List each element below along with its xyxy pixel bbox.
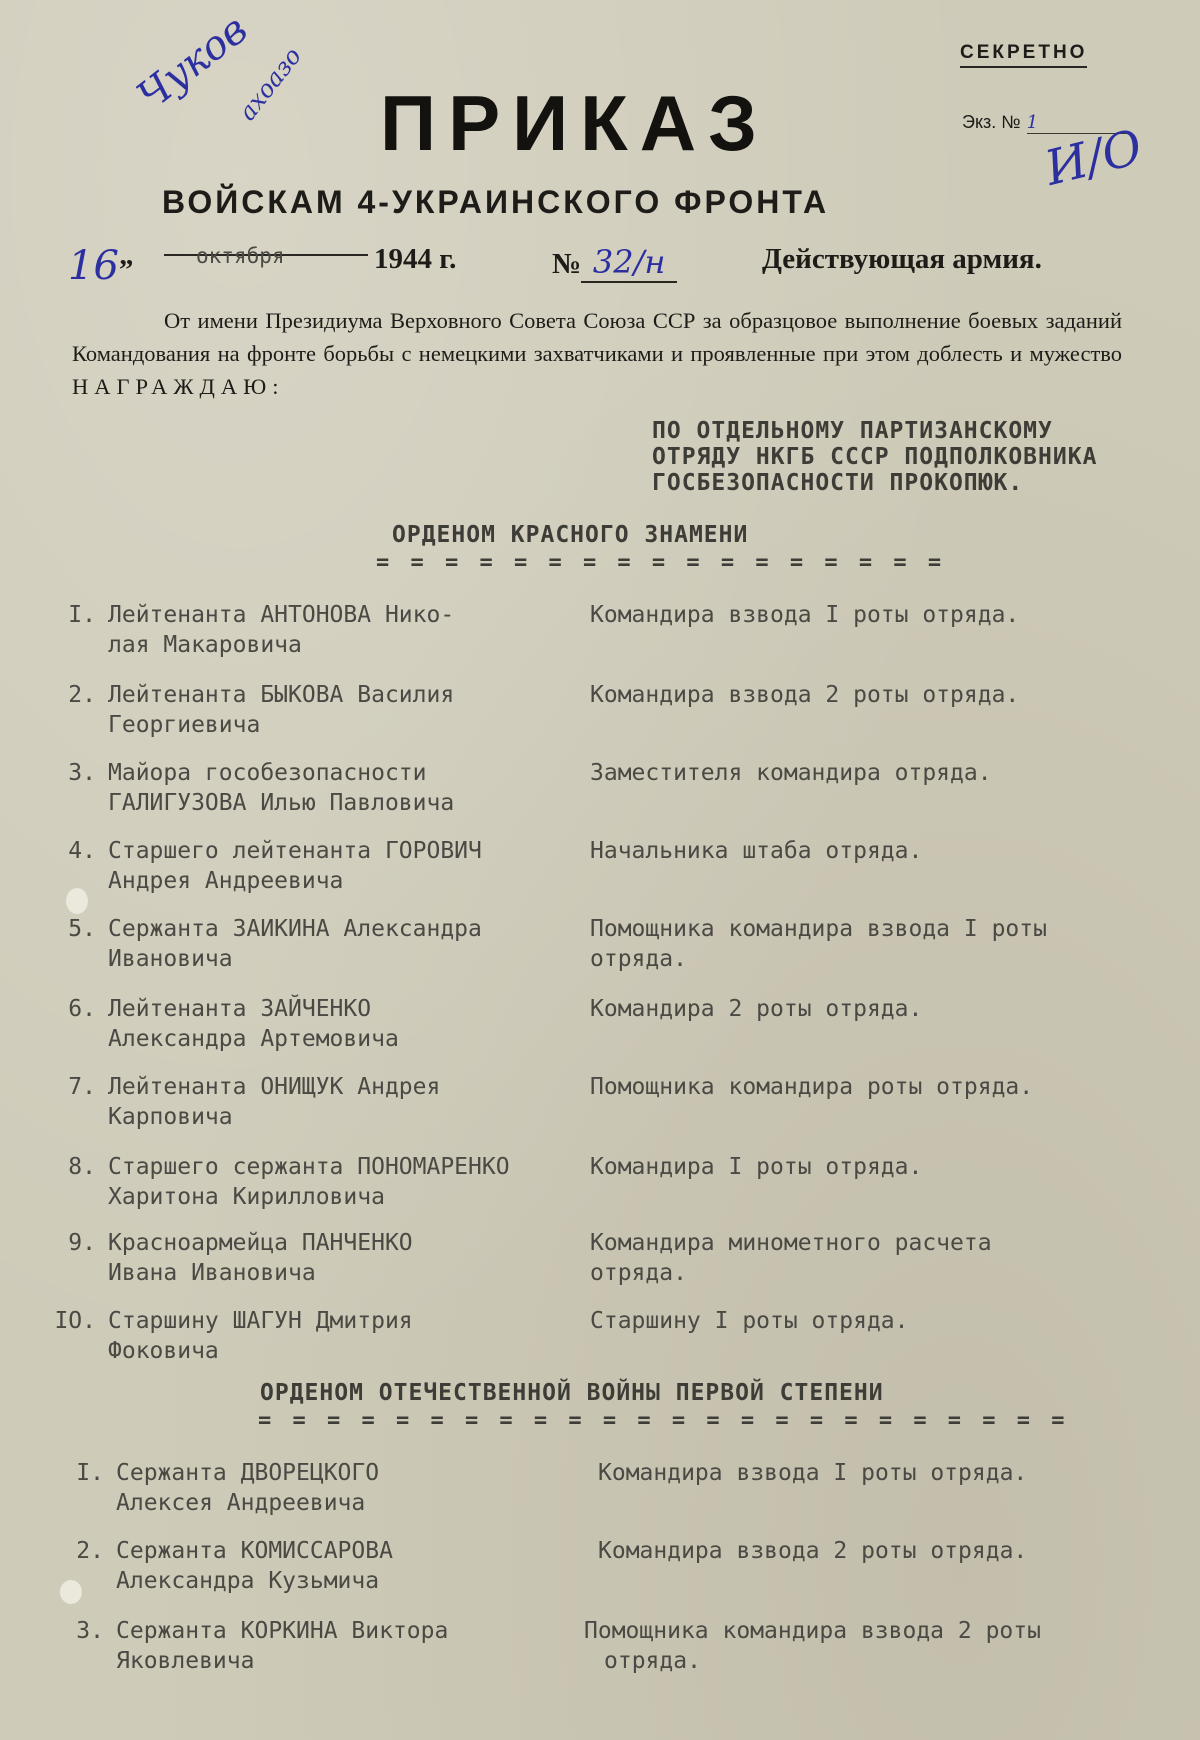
document-subtitle: ВОЙСКАМ 4-УКРАИНСКОГО ФРОНТА [162, 184, 830, 220]
entry-number: 7. [68, 1074, 96, 1100]
entry-name-line-1: Старшину ШАГУН Дмитрия [108, 1308, 413, 1334]
entry-name-line-2: Карповича [108, 1104, 233, 1130]
entry-name-line-1: Красноармейца ПАНЧЕНКО [108, 1230, 413, 1256]
entry-position-line-1: Старшину I роты отряда. [590, 1308, 909, 1334]
unit-heading [652, 418, 1097, 496]
entry-name-line-2: Георгиевича [108, 712, 261, 738]
entry-name-line-1: Старшего лейтенанта ГОРОВИЧ [108, 838, 482, 864]
date-day [68, 243, 133, 289]
punch-hole-mark [66, 888, 88, 914]
section-underline: = = = = = = = = = = = = = = = = = [376, 550, 946, 575]
date-day-value: 16 [68, 243, 119, 289]
entry-position-line-1: Помощника командира взвода 2 роты [584, 1618, 1041, 1644]
handwritten-initials: И/О [1039, 119, 1148, 197]
unit-line-1: ПО ОТДЕЛЬНОМУ ПАРТИЗАНСКОМУ [652, 418, 1053, 444]
entry-name-line-2: Алексея Андреевича [116, 1490, 366, 1516]
entry-number: 5. [68, 916, 96, 942]
entry-name-line-2: Ивановича [108, 946, 233, 972]
entry-position-line-1: Командира I роты отряда. [590, 1154, 923, 1180]
order-number-value: 32/н [581, 243, 677, 283]
entry-name-line-2: Фоковича [108, 1338, 219, 1364]
entry-name-line-2: Ивана Ивановича [108, 1260, 316, 1286]
section-underline: = = = = = = = = = = = = = = = = = = = = = = = = [258, 1408, 1069, 1433]
section-heading-red-banner: ОРДЕНОМ КРАСНОГО ЗНАМЕНИ [392, 522, 749, 548]
unit-line-3: ГОСБЕЗОПАСНОСТИ ПРОКОПЮК. [652, 470, 1024, 496]
order-place: Действующая армия. [762, 243, 1042, 275]
document-title: ПРИКАЗ [380, 79, 769, 167]
entry-position-line-1: Заместителя командира отряда. [590, 760, 992, 786]
entry-number: 4. [68, 838, 96, 864]
handwritten-note-2: ахоазо [233, 42, 308, 126]
section-heading-patriotic-war: ОРДЕНОМ ОТЕЧЕСТВЕННОЙ ВОЙНЫ ПЕРВОЙ СТЕПЕНИ [260, 1380, 884, 1406]
entry-name-line-2: ГАЛИГУЗОВА Илью Павловича [108, 790, 455, 816]
entry-name-line-2: Яковлевича [116, 1648, 255, 1674]
entry-name-line-1: Сержанта КОМИССАРОВА [116, 1538, 393, 1564]
entry-position-line-1: Командира взвода 2 роты отряда. [590, 682, 1020, 708]
entry-name-line-1: Лейтенанта БЫКОВА Василия [108, 682, 455, 708]
entry-position-line-1: Помощника командира роты отряда. [590, 1074, 1034, 1100]
punch-hole-mark [60, 1580, 82, 1604]
entry-position-line-1: Командира минометного расчета [590, 1230, 992, 1256]
entry-name-line-2: Харитона Кирилловича [108, 1184, 385, 1210]
entry-name-line-2: Александра Кузьмича [116, 1568, 380, 1594]
entry-number: 3. [68, 760, 96, 786]
entry-name-line-2: Александра Артемовича [108, 1026, 399, 1052]
copy-label: Экз. № [962, 112, 1021, 132]
entry-name-line-2: Андрея Андреевича [108, 868, 344, 894]
entry-position-line-1: Начальника штаба отряда. [590, 838, 923, 864]
entry-name-line-1: Сержанта ДВОРЕЦКОГО [116, 1460, 380, 1486]
entry-number: 3. [76, 1618, 104, 1644]
entry-position-line-1: Командира 2 роты отряда. [590, 996, 923, 1022]
entry-position-line-1: Помощника командира взвода I роты [590, 916, 1047, 942]
entry-name-line-1: Старшего сержанта ПОНОМАРЕНКО [108, 1154, 510, 1180]
entry-position-line-2: отряда. [590, 946, 687, 972]
award-word: НАГРАЖДАЮ: [72, 374, 285, 399]
order-preamble [72, 304, 1122, 403]
secrecy-stamp: СЕКРЕТНО [960, 42, 1087, 68]
entry-position-line-2: отряда. [604, 1648, 701, 1674]
entry-name-line-1: Лейтенанта ОНИЩУК Андрея [108, 1074, 441, 1100]
entry-name-line-1: Лейтенанта ЗАЙЧЕНКО [108, 996, 372, 1022]
entry-name-line-1: Лейтенанта АНТОНОВА Нико- [108, 602, 455, 628]
entry-position-line-1: Командира взвода I роты отряда. [598, 1460, 1028, 1486]
order-number [552, 243, 677, 283]
entry-number: 2. [68, 682, 96, 708]
entry-position-line-2: отряда. [590, 1260, 687, 1286]
entry-number: 9. [68, 1230, 96, 1256]
entry-name-line-2: лая Макаровича [108, 632, 302, 658]
date-quote: ” [118, 254, 134, 286]
entry-position-line-1: Командира взвода I роты отряда. [590, 602, 1020, 628]
entry-number: 6. [68, 996, 96, 1022]
entry-number: I. [76, 1460, 104, 1486]
entry-position-line-1: Командира взвода 2 роты отряда. [598, 1538, 1028, 1564]
entry-number: 8. [68, 1154, 96, 1180]
copy-number-value: 1 [1027, 112, 1127, 134]
entry-number: I. [68, 602, 96, 628]
date-year: 1944 г. [374, 243, 457, 275]
entry-number: 2. [76, 1538, 104, 1564]
preamble-text: От имени Президиума Верховного Совета Союза ССР за образцовое выполнение боевых заданий Командования на фронте борьбы с немецкими захватчиками и проявленные при этом доблесть и мужество [72, 308, 1122, 366]
order-number-label: № [552, 248, 582, 280]
entry-name-line-1: Сержанта КОРКИНА Виктора [116, 1618, 449, 1644]
handwritten-note: Чуков [129, 6, 257, 120]
entry-name-line-1: Майора гособезопасности [108, 760, 427, 786]
entry-name-line-1: Сержанта ЗАИКИНА Александра [108, 916, 482, 942]
entry-number: IO. [54, 1308, 96, 1334]
date-month: октября [196, 244, 285, 268]
unit-line-2: ОТРЯДУ НКГБ СССР ПОДПОЛКОВНИКА [652, 444, 1098, 470]
